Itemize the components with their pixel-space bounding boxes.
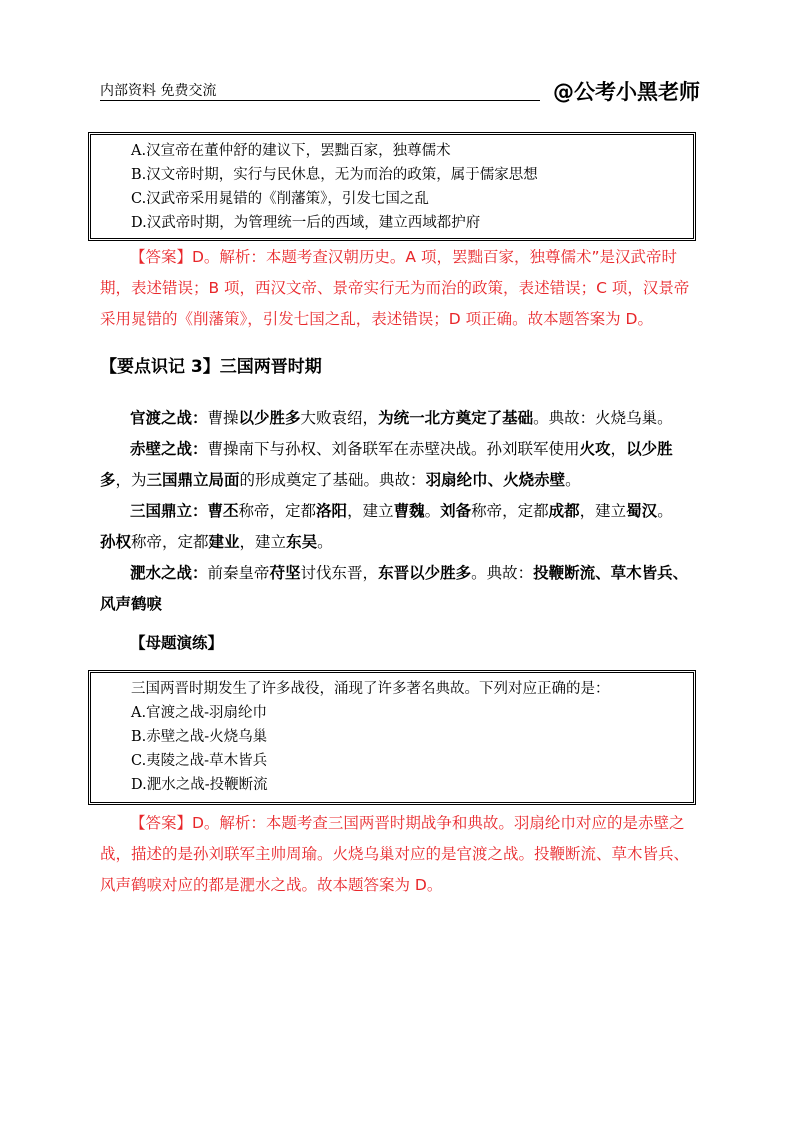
point-emphasis: 火攻 [579, 440, 611, 458]
point-emphasis: 多 [100, 471, 116, 489]
answer-2-line: 【答案】D。解析：本题考查三国两晋时期战争和典故。羽扇纶巾对应的是赤壁之 [130, 814, 685, 832]
point-sanguo-cont [100, 527, 700, 558]
point-text: ，建立 [579, 502, 627, 520]
point-emphasis: 东吴 [286, 533, 318, 551]
point-emphasis: 建业 [208, 533, 240, 551]
point-title: 官渡之战： [130, 409, 208, 427]
point-emphasis: 三国鼎立局面 [146, 471, 240, 489]
point-text: ， [610, 440, 627, 458]
practice-heading: 【母题演练】 [130, 634, 224, 652]
header-author: @公考小黑老师 [553, 80, 700, 104]
point-text: 称帝，定都 [238, 502, 317, 520]
point-text: 。 [657, 502, 673, 520]
q2-option-d: D.淝水之战-投鞭断流 [131, 777, 268, 793]
header-rule [100, 100, 540, 101]
point-emphasis: 曹魏 [393, 502, 425, 520]
point-text: ，建立 [347, 502, 394, 520]
point-text: 。典故： [471, 564, 534, 582]
point-text: 称帝，定都 [471, 502, 549, 520]
point-text: ，建立 [239, 533, 287, 551]
header-left-label: 内部资料 免费交流 [100, 83, 217, 99]
point-chibi-cont [100, 465, 700, 496]
point-guandu [100, 403, 700, 434]
point-text: 。 [565, 471, 581, 489]
point-emphasis: 以少胜 [626, 440, 673, 458]
answer-1-line: 【答案】D。解析：本题考查汉朝历史。A 项，罢黜百家，独尊儒术”是汉武帝时 [130, 248, 677, 266]
point-text: 。 [317, 533, 333, 551]
point-title: 三国鼎立： [130, 502, 208, 520]
point-text: 曹操 [207, 409, 239, 427]
key-points [100, 403, 700, 620]
point-emphasis: 东晋以少胜多 [378, 564, 472, 582]
point-emphasis: 苻坚 [269, 564, 301, 582]
point-text: 的形成奠定了基础。典故： [239, 471, 426, 489]
point-title: 淝水之战： [130, 564, 208, 582]
point-feishui-cont [100, 589, 700, 620]
point-text: 讨伐东晋， [300, 564, 379, 582]
point-text: 。 [424, 502, 441, 520]
point-text: 称帝，定都 [131, 533, 209, 551]
point-text: ，为 [115, 471, 147, 489]
point-emphasis: 投鞭断流、草木皆兵、 [533, 564, 689, 582]
point-emphasis: 曹丕 [207, 502, 239, 520]
point-emphasis: 风声鹤唳 [100, 595, 163, 613]
q1-option-d: D.汉武帝时期，为管理统一后的西域，建立西域都护府 [131, 215, 481, 231]
point-chibi [100, 434, 700, 465]
q1-option-c: C.汉武帝采用晁错的《削藩策》，引发七国之乱 [131, 191, 429, 207]
point-emphasis: 孙权 [100, 533, 132, 551]
answer-2-line: 战，描述的是孙刘联军主帅周瑜。火烧乌巢对应的是官渡之战。投鞭断流、草木皆兵、 [100, 845, 690, 863]
point-emphasis: 为统一北方奠定了基础 [378, 409, 534, 427]
point-sanguo [100, 496, 700, 527]
point-text: 前秦皇帝 [207, 564, 270, 582]
q2-option-a: A.官渡之战-羽扇纶巾 [131, 705, 267, 721]
point-emphasis: 以少胜多 [238, 409, 301, 427]
answer-1 [100, 242, 700, 335]
point-text: 曹操南下与孙权、刘备联军在赤壁决战。孙刘联军使用 [207, 440, 580, 458]
page-header [100, 76, 700, 106]
point-emphasis: 成都 [548, 502, 580, 520]
answer-1-line: 采用晁错的《削藩策》，引发七国之乱，表述错误；D 项正确。故本题答案为 D。 [100, 310, 653, 328]
point-text: 。典故：火烧乌巢。 [533, 409, 673, 427]
question-2-box [88, 670, 696, 805]
q2-option-c: C.夷陵之战-草木皆兵 [131, 753, 268, 769]
section-heading: 【要点识记 3】三国两晋时期 [100, 357, 322, 377]
answer-1-line: 期，表述错误；B 项，西汉文帝、景帝实行无为而治的政策，表述错误；C 项，汉景帝 [100, 279, 690, 297]
point-emphasis: 羽扇纶巾、火烧赤壁 [425, 471, 566, 489]
q1-option-a: A.汉宣帝在董仲舒的建议下，罢黜百家，独尊儒术 [131, 143, 451, 159]
point-text: 大败袁绍， [300, 409, 379, 427]
point-emphasis: 洛阳 [316, 502, 348, 520]
question-1-box [88, 132, 696, 241]
q2-option-b: B.赤壁之战-火烧乌巢 [131, 729, 268, 745]
point-title: 赤壁之战： [130, 440, 208, 458]
point-emphasis: 蜀汉 [626, 502, 658, 520]
answer-2 [100, 808, 700, 901]
point-emphasis: 刘备 [440, 502, 472, 520]
q2-stem: 三国两晋时期发生了许多战役，涌现了许多著名典故。下列对应正确的是： [131, 681, 610, 697]
answer-2-line: 风声鹤唳对应的都是淝水之战。故本题答案为 D。 [100, 876, 443, 894]
q1-option-b: B.汉文帝时期，实行与民休息，无为而治的政策，属于儒家思想 [131, 167, 538, 183]
point-feishui [100, 558, 700, 589]
